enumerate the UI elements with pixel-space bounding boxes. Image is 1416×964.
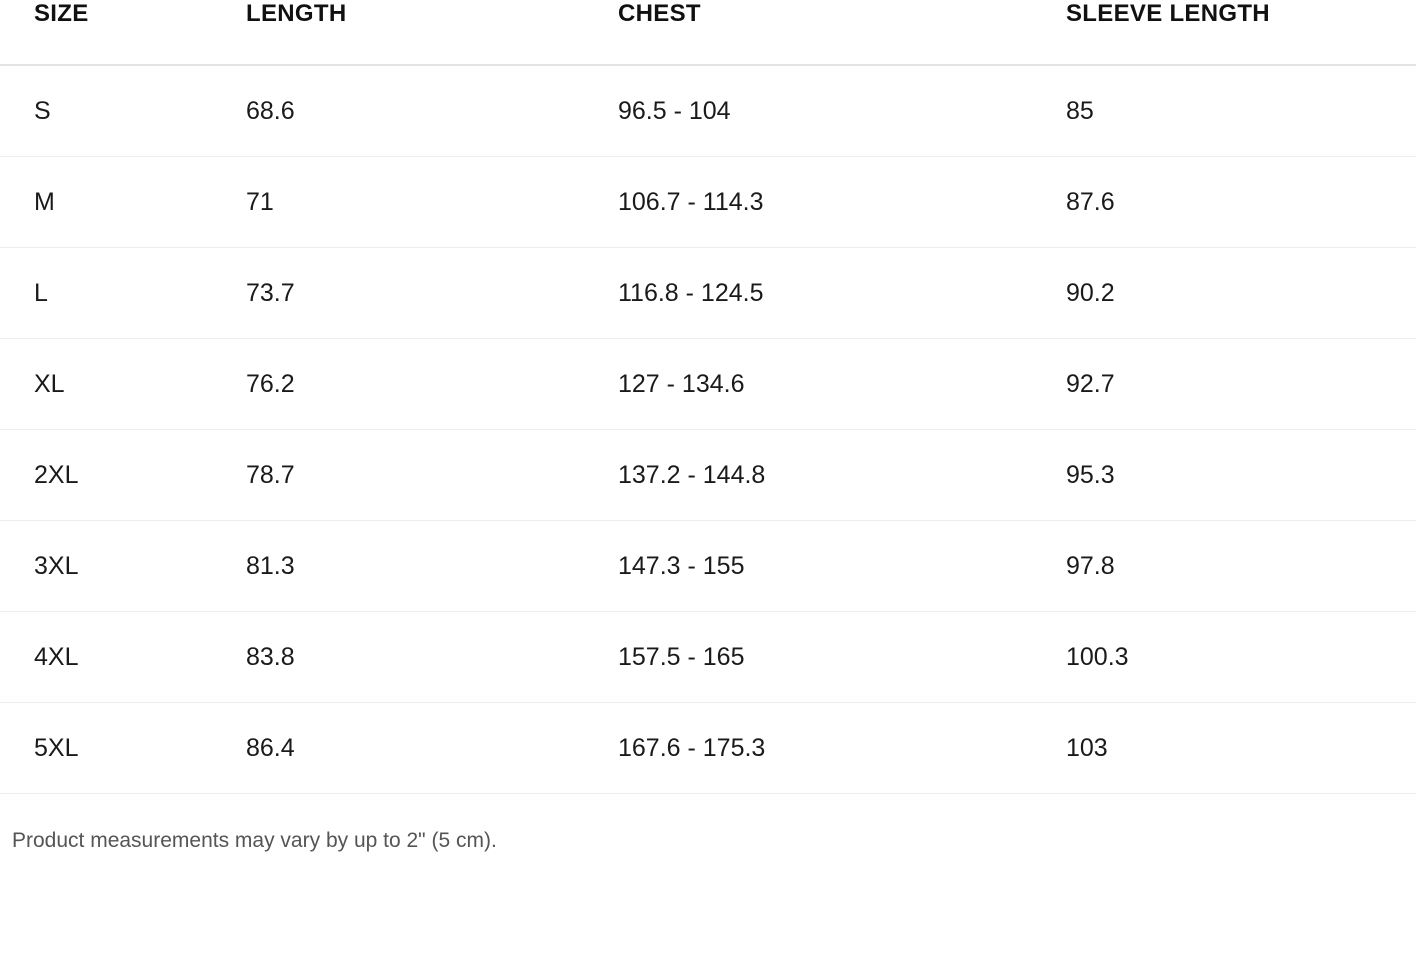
- table-row: [0, 430, 1416, 521]
- column-header-size: SIZE: [0, 0, 246, 65]
- cell-sleeve: 95.3: [1066, 430, 1416, 521]
- cell-chest: 127 - 134.6: [618, 339, 1066, 430]
- cell-chest: 147.3 - 155: [618, 521, 1066, 612]
- cell-sleeve: 97.8: [1066, 521, 1416, 612]
- cell-chest: 96.5 - 104: [618, 65, 1066, 157]
- column-header-length: LENGTH: [246, 0, 618, 65]
- cell-chest: 106.7 - 114.3: [618, 157, 1066, 248]
- cell-sleeve: 100.3: [1066, 612, 1416, 703]
- table-body: [0, 65, 1416, 794]
- cell-size: 4XL: [0, 612, 246, 703]
- cell-size: 3XL: [0, 521, 246, 612]
- cell-size: S: [0, 65, 246, 157]
- cell-size: 2XL: [0, 430, 246, 521]
- cell-chest: 137.2 - 144.8: [618, 430, 1066, 521]
- cell-length: 73.7: [246, 248, 618, 339]
- table-row: [0, 521, 1416, 612]
- cell-size: L: [0, 248, 246, 339]
- cell-chest: 157.5 - 165: [618, 612, 1066, 703]
- cell-size: XL: [0, 339, 246, 430]
- cell-sleeve: 85: [1066, 65, 1416, 157]
- cell-length: 76.2: [246, 339, 618, 430]
- cell-sleeve: 103: [1066, 703, 1416, 794]
- cell-size: 5XL: [0, 703, 246, 794]
- table-header: [0, 0, 1416, 65]
- table-row: [0, 703, 1416, 794]
- cell-sleeve: 87.6: [1066, 157, 1416, 248]
- cell-chest: 116.8 - 124.5: [618, 248, 1066, 339]
- table-row: [0, 65, 1416, 157]
- column-header-sleeve-length: SLEEVE LENGTH: [1066, 0, 1416, 65]
- table-row: [0, 157, 1416, 248]
- cell-length: 71: [246, 157, 618, 248]
- table-row: [0, 612, 1416, 703]
- cell-sleeve: 92.7: [1066, 339, 1416, 430]
- cell-length: 86.4: [246, 703, 618, 794]
- cell-length: 68.6: [246, 65, 618, 157]
- measurement-disclaimer: Product measurements may vary by up to 2" (5 cm).: [12, 829, 497, 852]
- cell-sleeve: 90.2: [1066, 248, 1416, 339]
- table-header-row: [0, 0, 1416, 65]
- cell-length: 81.3: [246, 521, 618, 612]
- cell-length: 78.7: [246, 430, 618, 521]
- column-header-chest: CHEST: [618, 0, 1066, 65]
- table-row: [0, 248, 1416, 339]
- cell-size: M: [0, 157, 246, 248]
- cell-chest: 167.6 - 175.3: [618, 703, 1066, 794]
- table-row: [0, 339, 1416, 430]
- cell-length: 83.8: [246, 612, 618, 703]
